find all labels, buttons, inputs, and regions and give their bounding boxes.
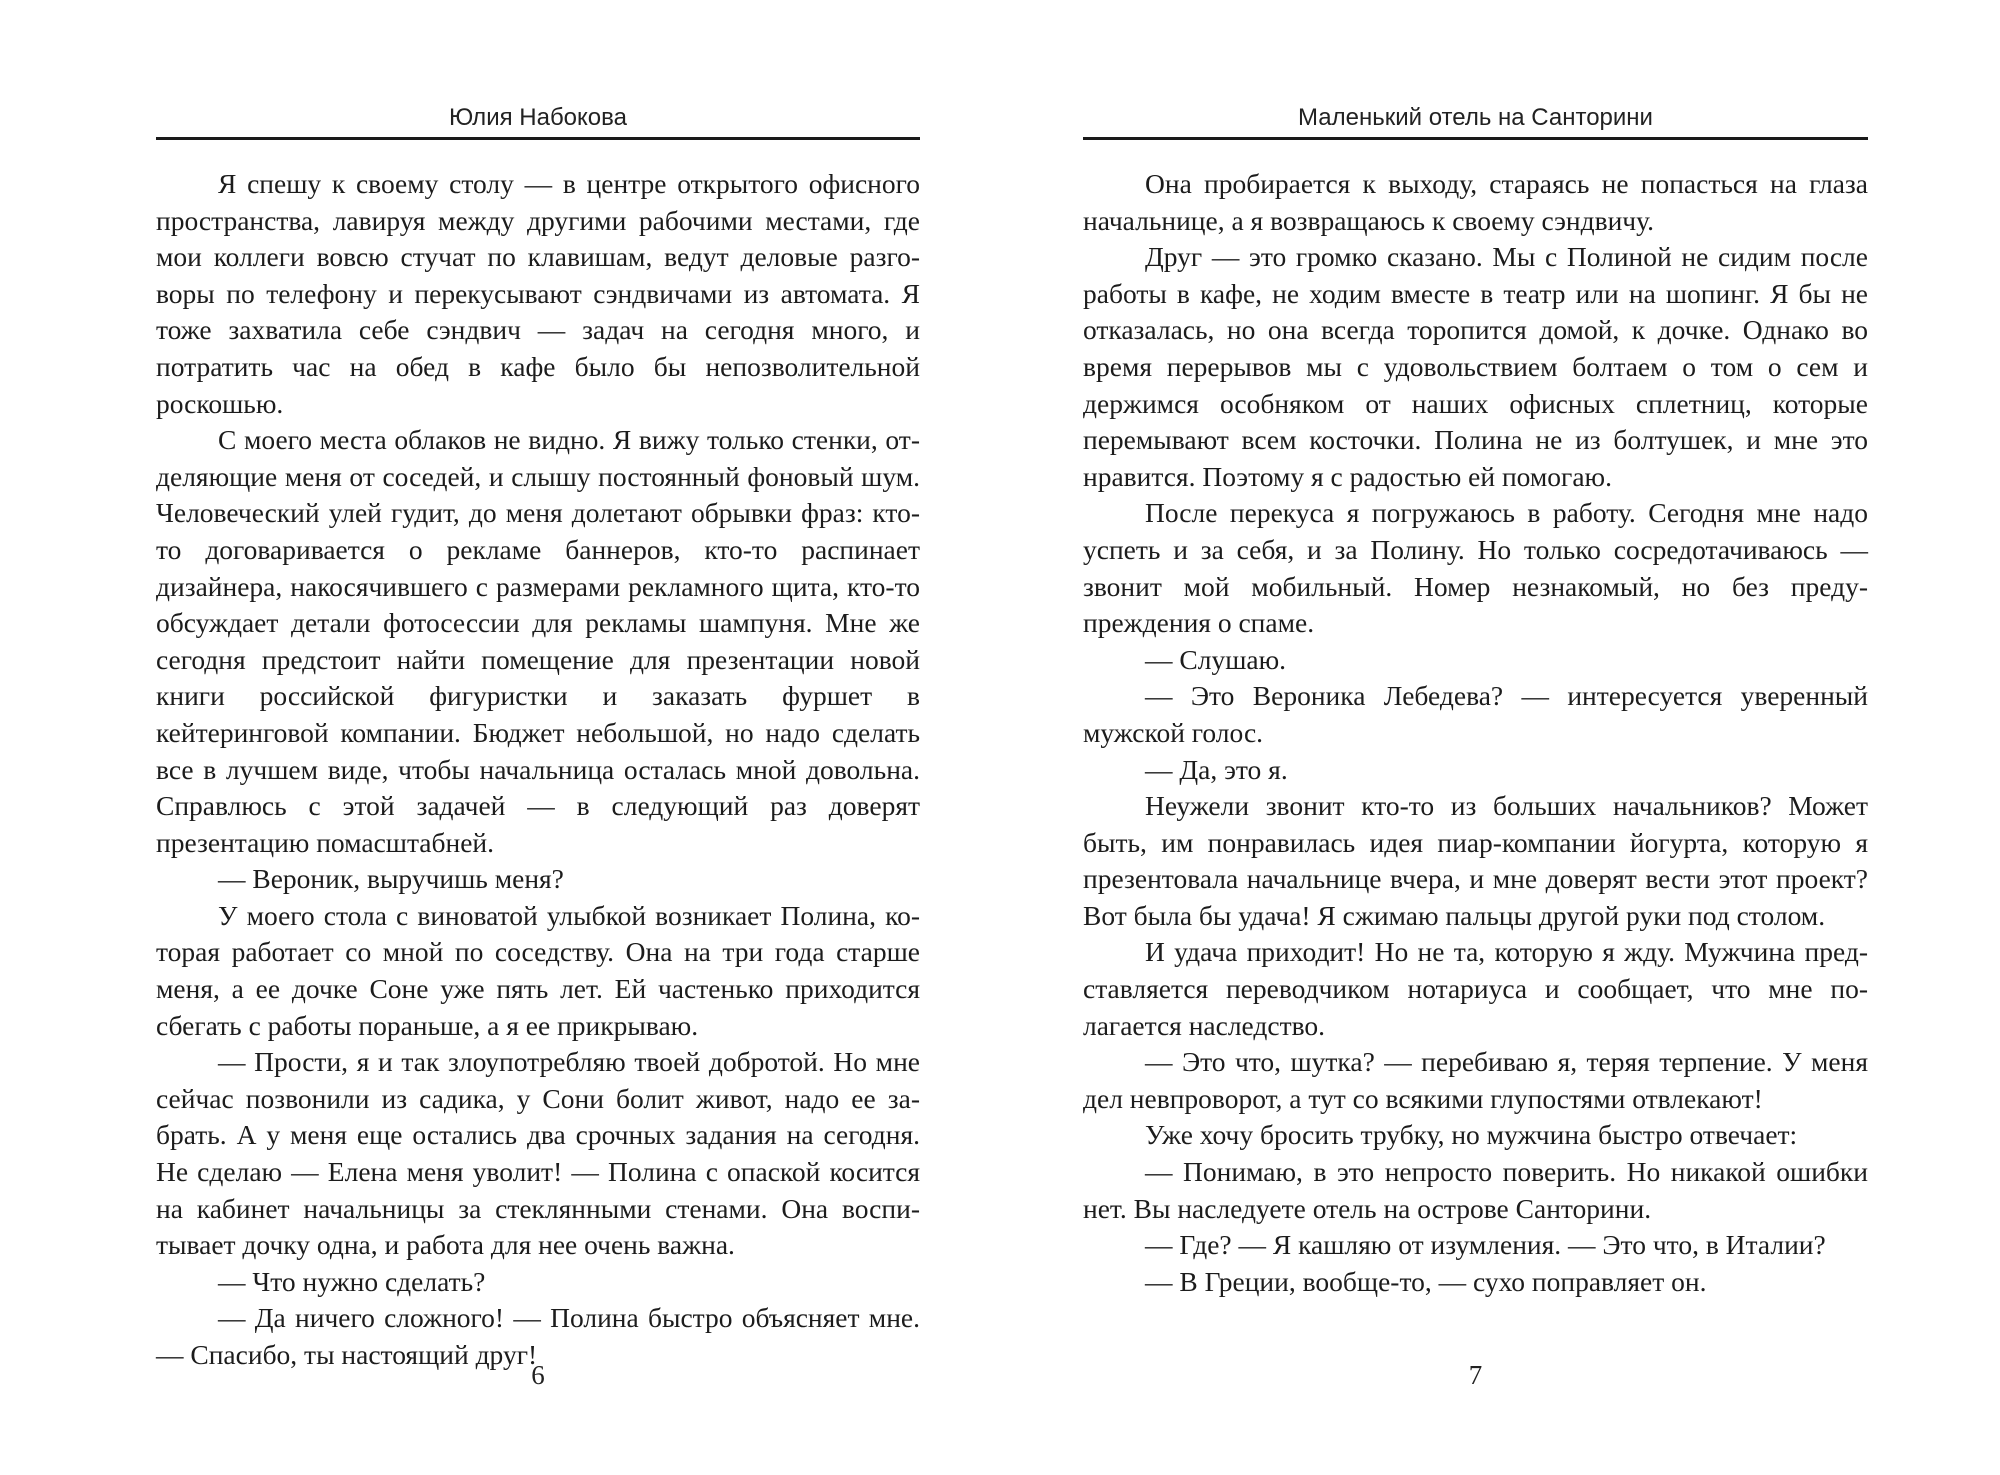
paragraph: Я спешу к своему столу — в центре открытого офисного пространства, лавируя между другими рабочими местами, где мои коллеги вовсю стучат по клавишам, ведут деловые разговоры по телефону и перекусывают сэндвичами из автомата. Я тоже захватила себе сэндвич — задач на сегодня много, и потратить час на обед в кафе было бы непозволительной роскошью. xyxy=(156,168,920,419)
body-text xyxy=(1083,166,1868,1300)
running-head-title: Маленький отель на Санторини xyxy=(1298,104,1653,131)
paragraph: — Где? — Я кашляю от изумления. — Это что, в Италии? xyxy=(1145,1229,1826,1261)
paragraph: У моего стола с виноватой улыбкой возникает Полина, которая работает со мной по соседству. Она на три года старше меня, а ее дочке Соне уже пять лет. Ей частенько приходится сбегать с работы пораньше, а я ее прикрываю. xyxy=(156,899,920,1041)
header-rule xyxy=(156,137,920,140)
page-number: 7 xyxy=(1468,1360,1483,1390)
paragraph: — Прости, я и так злоупотребляю твоей добротой. Но мне сейчас позвонили из садика, у Сони болит живот, надо ее забрать. А у меня еще остались два срочных задания на сегодня. Не сделаю — Елена меня уволит! — Полина с опаской косится на кабинет начальницы за стеклянными стенами. Она воспитывает дочку одна, и работа для нее очень важна. xyxy=(156,1046,920,1261)
paragraph: С моего места облаков не видно. Я вижу только стенки, отделяющие меня от соседей, и слышу постоянный фоновый шум. Человеческий улей гудит, до меня долетают обрывки фраз: кто-то договаривается о рекламе баннеров, кто-то распинает дизайнера, накосячившего с размерами рекламного щита, кто-то обсуждает детали фотосессии для рекламы шампуня. Мне же сегодня предстоит найти помещение для презентации новой книги российской фигуристки и заказать фуршет в кейтеринговой компании. Бюджет небольшой, но надо сделать все в лучшем виде, чтобы начальница осталась мной довольна. Справлюсь с этой задачей — в следующий раз доверят презентацию помасштабней. xyxy=(156,424,920,858)
header-rule xyxy=(1083,137,1868,140)
paragraph: — Это что, шутка? — перебиваю я, теряя терпение. У меня дел невпроворот, а тут со всякими глупостями отвлекают! xyxy=(1083,1046,1868,1114)
paragraph: После перекуса я погружаюсь в работу. Сегодня мне надо успеть и за себя, и за Полину. Но только сосредотачиваюсь — звонит мой мобильный. Номер незнакомый, но без предупреждения о спаме. xyxy=(1083,497,1868,639)
paragraph: — В Греции, вообще-то, — сухо поправляет он. xyxy=(1145,1265,1707,1297)
running-head-author: Юлия Набокова xyxy=(449,104,627,131)
paragraph: — Что нужно сделать? xyxy=(218,1265,486,1297)
paragraph: — Это Вероника Лебедева? — интересуется уверенный мужской голос. xyxy=(1083,680,1868,748)
paragraph: Неужели звонит кто-то из больших начальников? Может быть, им понравилась идея пиар-компании йогурта, которую я презентовала начальнице вчера, и мне доверят вести этот проект? Вот была бы удача! Я сжимаю пальцы другой руки под столом. xyxy=(1083,790,1868,931)
paragraph: — Да, это я. xyxy=(1145,753,1288,785)
body-text xyxy=(156,166,920,1374)
right-page xyxy=(1083,0,1868,1475)
paragraph: — Слушаю. xyxy=(1145,643,1286,675)
paragraph: Друг — это громко сказано. Мы с Полиной не сидим после работы в кафе, не ходим вместе в театр или на шопинг. Я бы не отказалась, но она всегда торопится домой, к дочке. Однако во время перерывов мы с удовольствием болтаем о том о сем и держимся особняком от наших офисных сплетниц, которые перемывают всем косточки. Полина не из болтушек, и мне это нравится. Поэтому я с радостью ей помогаю. xyxy=(1083,241,1868,492)
paragraph: — Понимаю, в это непросто поверить. Но никакой ошибки нет. Вы наследуете отель на острове Санторини. xyxy=(1083,1156,1868,1224)
paragraph: Она пробирается к выходу, стараясь не попасться на глаза начальнице, а я возвращаюсь к своему сэндвичу. xyxy=(1083,168,1868,236)
paragraph: — Вероник, выручишь меня? xyxy=(218,863,564,895)
paragraph: Уже хочу бросить трубку, но мужчина быстро отвечает: xyxy=(1145,1119,1798,1151)
paragraph: И удача приходит! Но не та, которую я жду. Мужчина представляется переводчиком нотариуса и сообщает, что мне полагается наследство. xyxy=(1083,936,1868,1041)
page-number: 6 xyxy=(531,1360,545,1390)
left-page xyxy=(156,0,920,1475)
paragraph: — Да ничего сложного! — Полина быстро объясняет мне. — Спасибо, ты настоящий друг! xyxy=(156,1302,920,1370)
